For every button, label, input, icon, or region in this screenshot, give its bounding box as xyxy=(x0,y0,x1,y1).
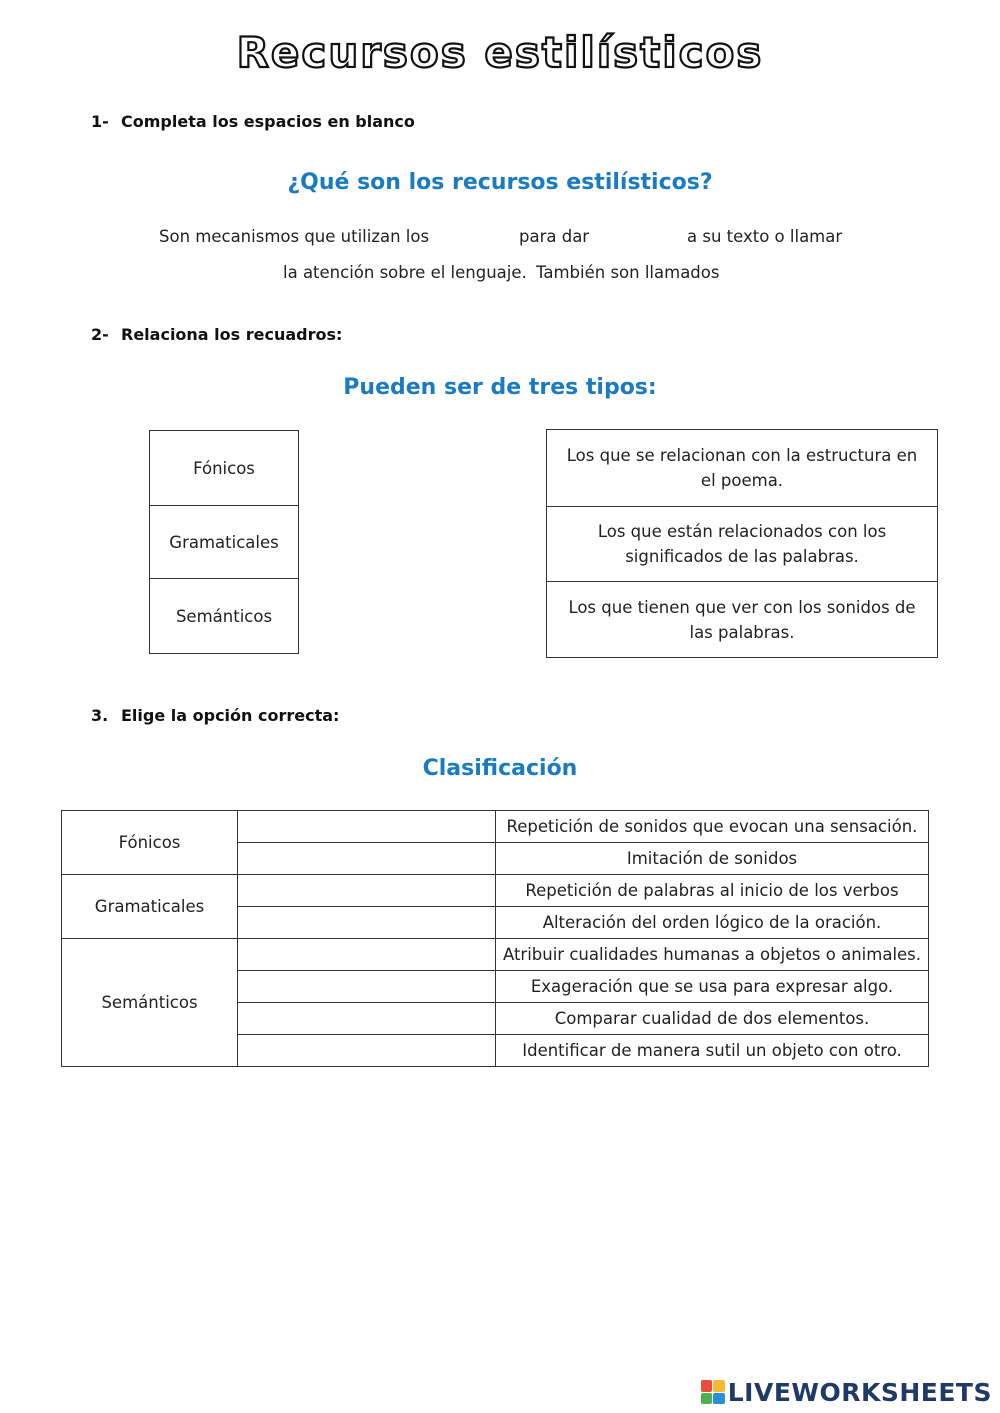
table-row xyxy=(62,939,929,971)
section-3-heading: Clasificación xyxy=(422,756,578,781)
match-right-box-1[interactable]: Los que se relacionan con la estructura en el poema. xyxy=(546,429,938,507)
answer-dropdown[interactable] xyxy=(238,1003,496,1035)
answer-dropdown[interactable] xyxy=(238,971,496,1003)
paragraph-line1-part1: Son mecanismos que utilizan los xyxy=(159,227,430,246)
question-2 xyxy=(91,325,342,344)
section-1-heading: ¿Qué son los recursos estilísticos? xyxy=(287,170,713,195)
match-left-box-gramaticales[interactable]: Gramaticales xyxy=(149,505,299,579)
classification-table xyxy=(61,810,929,1067)
definition-cell: Atribuir cualidades humanas a objetos o animales. xyxy=(496,939,929,971)
section-2-heading: Pueden ser de tres tipos: xyxy=(343,375,657,400)
answer-dropdown[interactable] xyxy=(238,939,496,971)
question-1 xyxy=(91,112,415,131)
question-3-instruction: Elige la opción correcta: xyxy=(121,706,340,725)
match-right-box-2[interactable]: Los que están relacionados con los significados de las palabras. xyxy=(546,506,938,582)
table-row xyxy=(62,875,929,907)
paragraph-line2-part2: También son llamados xyxy=(536,263,720,282)
category-semanticos: Semánticos xyxy=(62,939,238,1067)
question-1-instruction: Completa los espacios en blanco xyxy=(121,112,415,131)
category-gramaticales: Gramaticales xyxy=(62,875,238,939)
liveworksheets-logo xyxy=(701,1374,992,1410)
definition-cell: Comparar cualidad de dos elementos. xyxy=(496,1003,929,1035)
answer-dropdown[interactable] xyxy=(238,1035,496,1067)
table-row xyxy=(62,811,929,843)
question-2-number: 2- xyxy=(91,325,109,344)
logo-square-icon xyxy=(701,1380,713,1392)
match-left-box-fonicos[interactable]: Fónicos xyxy=(149,430,299,506)
answer-dropdown[interactable] xyxy=(238,843,496,875)
worksheet-title: Recursos estilísticos xyxy=(236,28,764,77)
definition-cell: Repetición de sonidos que evocan una sensación. xyxy=(496,811,929,843)
logo-square-icon xyxy=(713,1393,725,1405)
definition-cell: Exageración que se usa para expresar algo. xyxy=(496,971,929,1003)
match-right-box-3[interactable]: Los que tienen que ver con los sonidos de las palabras. xyxy=(546,581,938,658)
answer-dropdown[interactable] xyxy=(238,875,496,907)
paragraph-line1-part2: para dar xyxy=(519,227,590,246)
question-3-number: 3. xyxy=(91,706,109,725)
logo-square-icon xyxy=(713,1380,725,1392)
answer-dropdown[interactable] xyxy=(238,907,496,939)
definition-cell: Imitación de sonidos xyxy=(496,843,929,875)
definition-cell: Identificar de manera sutil un objeto con otro. xyxy=(496,1035,929,1067)
category-fonicos: Fónicos xyxy=(62,811,238,875)
definition-cell: Repetición de palabras al inicio de los verbos xyxy=(496,875,929,907)
question-2-instruction: Relaciona los recuadros: xyxy=(121,325,343,344)
logo-text: LIVEWORKSHEETS xyxy=(727,1377,992,1407)
answer-dropdown[interactable] xyxy=(238,811,496,843)
paragraph-line1-part3: a su texto o llamar xyxy=(687,227,843,246)
question-3 xyxy=(91,706,339,725)
logo-square-icon xyxy=(701,1393,713,1405)
question-1-number: 1- xyxy=(91,112,109,131)
definition-cell: Alteración del orden lógico de la oración. xyxy=(496,907,929,939)
logo-mark-icon xyxy=(701,1380,725,1404)
paragraph-line2-part1: la atención sobre el lenguaje. xyxy=(283,263,527,282)
match-left-box-semanticos[interactable]: Semánticos xyxy=(149,578,299,654)
